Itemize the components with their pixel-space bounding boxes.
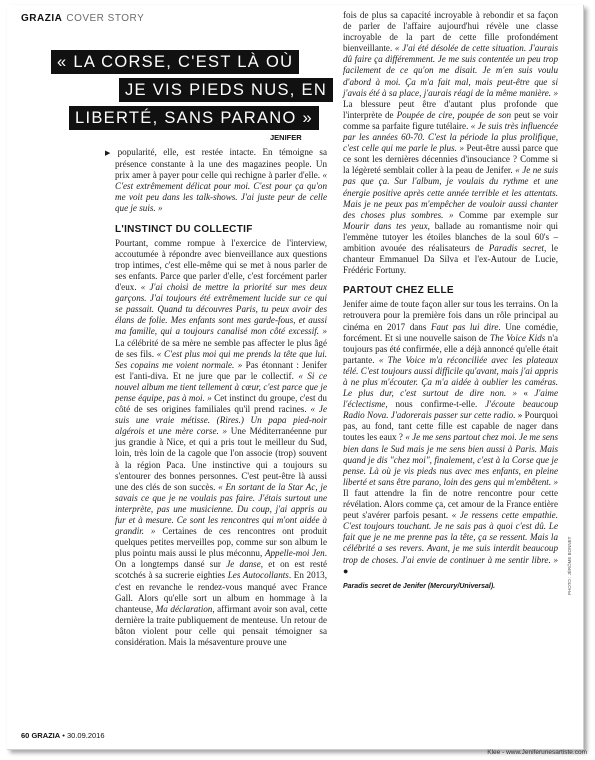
issue-date: 30.09.2016 — [66, 731, 105, 740]
text-run: » Pourquoi pas, au fond, tant cette fille est capable de nager dans toutes les eaux ? — [343, 410, 558, 443]
text-run: , et on est resté scotchés à sa sucrerie eighties — [115, 559, 328, 581]
section-heading: PARTOUT CHEZ ELLE — [343, 285, 454, 297]
pull-quote-line-2: JE VIS PIEDS NUS, EN — [119, 78, 333, 102]
italic-text-run: J'écoute beaucoup Radio Nova. J'adorerais passer sur cette radio. — [343, 399, 558, 421]
body-paragraph — [115, 238, 327, 648]
section-header — [21, 13, 144, 24]
text-run: n'a toujours pas été confirmée, elle a déjà annoncé qu'elle était partante. — [343, 332, 558, 365]
pull-quote — [49, 50, 328, 130]
italic-text-run: « Je me sens partout chez moi. Je me sens bien dans le Sud mais je me sens bien aussi à Paris. Mais quand je dis "chez moi", finalement, c'est à la Corse que je pense. Là où je vis pieds nus avec mes enfants, en pleine liberté et sans être parano, loin des gens qui m'embêtent. » — [343, 432, 558, 487]
pull-quote-attribution: JENIFER — [270, 133, 302, 142]
footer-brand: GRAZIA — [31, 731, 61, 740]
italic-text-run: Mourir dans tes yeux — [343, 220, 428, 231]
italic-text-run: Poupée de cire, poupée de son — [396, 109, 512, 120]
text-run: Certaines de ces rencontres ont produit quelques petites merveilles pop, comme sur son album le plus pointu mais aussi le plus méconnu, — [115, 526, 327, 559]
italic-text-run: « Si ce nouvel album me tient tellement à cœur, c'est parce que je pense équipe, pas à moi. » — [115, 370, 327, 403]
photo-credit: PHOTO : JÉRÔME BONNET — [567, 536, 572, 595]
text-run: , nous confirme-t-elle. — [385, 399, 486, 410]
italic-text-run: Paradis secret — [488, 242, 545, 253]
italic-text-run: « Je ne suis pas que ça. Sur l'album, je voulais du rythme et une énergie positive après cette année terrible et les attentats. Mais je ne peux pas m'empêcher de vouloir aussi chanter des choses plus sombres. » — [343, 165, 558, 220]
italic-text-run: Les Autocollants — [227, 570, 289, 581]
section-heading: L'INSTINCT DU COLLECTIF — [115, 223, 253, 235]
pull-quote-line-1: « LA CORSE, C'EST LÀ OÙ — [51, 50, 299, 74]
italic-text-run: J'aime l'éclectisme — [343, 388, 558, 410]
text-run: , ballade au romantisme noir qui l'emmène tutoyer les étoiles blanches de la soul 60's – ambition avouée des réalisateurs de — [343, 220, 558, 253]
italic-text-run: « C'est extrêmement délicat pour moi. C'est pour ça qu'on me voit peu dans les talk-shows. J'ai juste peur de celle que je suis. » — [115, 170, 327, 214]
text-run: Peut-être aussi parce que ce sont les dernières décennies d'insouciance ? Comme si la légèreté semblait coller à la peau de Jenifer. — [343, 143, 558, 176]
text-run: Il faut attendre la fin de notre rencontre pour cette révélation. Alors comme ça, cet amour de la France entière peut s'avérer parfois pesant. — [343, 487, 558, 521]
italic-text-run: « Je suis une vraie métisse. (Rires.) Un papa pied-noir algérois et une mère corse. » — [115, 404, 327, 437]
italic-text-run: « Je ressens cette empathie. C'est toujours touchant. Je ne sais pas à quoi c'est dû. Le fait que je ne me prenne pas la tête, ça se ressent. Mais la célébrité a ses revers. Avant, je me suis interdit beaucoup trop de choses. J'ai envie de continuer à me sentir libre. » — [343, 510, 558, 565]
italic-text-run: Faut pas lui dire — [430, 321, 499, 332]
page-number: 60 — [21, 731, 30, 740]
text-run: Pas étonnant : Jenifer est l'anti-diva. Et ne jure que par le collectif. — [115, 359, 327, 381]
page-footer: 60 GRAZIA • 30.09.2016 — [21, 731, 105, 740]
intro-paragraph — [105, 147, 327, 215]
section-name: COVER STORY — [66, 13, 145, 24]
italic-text-run: « C'est plus moi qui me prends la tête que lui. Ses copains me voient normale. » — [115, 348, 327, 370]
italic-text-run: « The Voice m'a réconciliée avec les plateaux télé. C'est toujours aussi difficile qu'avant, mais j'ai appris à ne plus m'écouter. Ça m'a aidée à oublier les caméras. Le plus dur, c'est surtout de dire non. » — [343, 354, 558, 399]
right-column — [343, 10, 558, 592]
text-run: fois de plus sa capacité incroyable à rebondir et sa façon de parler de l'affaire aujourd'hui révèle une classe incroyable de la part de cette fille profondément bienveillante. — [343, 10, 558, 54]
body-paragraph — [343, 10, 558, 276]
italic-text-run: « En sortant de la Star Ac, je savais ce que je ne voulais pas faire. J'étais surtout une interprète, pas une musicienne. Du coup, j'ai appris au fur et à mesure. Ce sont les rencontres qui m'ont aidée à grandir. » — [115, 481, 327, 537]
text-run: La blessure peut être d'autant plus profonde que l'interprète de — [343, 98, 558, 120]
text-run: , affirmant avoir son aval, cette dernière la traite publiquement de menteuse. Un retour de bâton violent pour celle qui pensait témoigner sa considération. Mais la mésaventure prouve une — [115, 603, 327, 648]
text-run: . En 2013, c'est en revanche le rendez-vous manqué avec France Gall. Alors qu'elle sort un album en hommage à la chanteuse, — [115, 570, 327, 614]
pull-quote-line-3: LIBERTÉ, SANS PARANO » — [69, 106, 319, 130]
italic-text-run: The Voice Kids — [490, 332, 546, 343]
text-run: . Une comédie, forcément. Et si une nouvelle saison de — [343, 321, 559, 343]
body-paragraph — [343, 299, 558, 576]
text-run: Pourtant, comme rompue à l'exercice de l'interview, accoutumée à répondre avec bienveillance aux questions trop intimes, c'est elle-même qui se met à nous parler de ses enfants. Parce que parler d'elle, c'est forcément parler d'eux. — [115, 237, 327, 293]
italic-text-run: Je danse — [226, 559, 261, 570]
text-run: Une Méditerranéenne pur jus grandie à Nice, et qui a pris tout le meilleur du Sud, loin, très loin de la cagole que l'on associe (trop) souvent à la région Paca. Une instinctive qui a toujours su s'entourer des bonnes personnes. C'est peut-être là aussi une des clés de son succès. — [115, 426, 328, 492]
watermark: Klee - www.Jeniferunesartiste.com — [487, 749, 587, 756]
text-run: ● — [343, 565, 349, 576]
brand-name: GRAZIA — [21, 13, 63, 24]
italic-text-run: Ma déclaration — [155, 603, 213, 614]
text-run: , le chanteur Emmanuel Da Silva et l'ex-Autour de Lucie, Frédéric Fortuny. — [343, 242, 558, 276]
text-run: Comme par exemple sur — [453, 209, 558, 220]
italic-text-run: « Je suis très influencée par les années 60-70. C'est la période la plus prolifique, c'est celle qui me parle le plus. » — [343, 120, 558, 154]
text-run: Cet instinct du groupe, c'est du côté de ses origines familiales qu'il prend racines. — [115, 392, 327, 415]
text-run: Jenifer aime de toute façon aller sur tous les terrains. On la retrouvera pour la première fois dans un rôle principal au cinéma en 2017 dans — [343, 299, 558, 332]
album-caption: Paradis secret de Jenifer (Mercury/Universal). — [343, 582, 496, 590]
italic-text-run: Appelle-moi Jen — [264, 548, 325, 559]
text-run: . On a longtemps dansé sur — [115, 548, 327, 570]
italic-text-run: « J'ai été désolée de cette situation. J'aurais dû faire ça différemment. Je me suis contentée un peu trop facilement de ce qu'on me disait. Je m'en suis voulu d'abord à moi. Ça m'a fait mal, mais peut-être que si j'avais été à sa place, j'aurais réagi de la même manière. » — [343, 43, 558, 98]
magazine-page — [7, 5, 584, 750]
text-run: peut se voir comme sa parfaite figure tutélaire. — [343, 109, 558, 131]
left-column — [105, 147, 328, 648]
text-run: La célébrité de sa mère ne semble pas affecter le plus âgé de ses fils. — [115, 337, 327, 359]
text-run: popularité, elle, est restée intacte. En témoigne sa présence constante à la une des magazines people. Un prix amer à payer pour celle qui rechigne à parler d'elle. — [115, 147, 327, 181]
continuation-arrow-icon: ▶ — [105, 149, 115, 157]
text-run: « — [517, 388, 535, 399]
italic-text-run: « J'ai choisi de mettre la priorité sur mes deux garçons. J'ai toujours été extrêmement lucide sur ce qui se passait. Quand tu découvres Paris, tu peux avoir des élans de folie. Mes enfants sont mes garde-fous, et aussi ma famille, qui a toujours canalisé mon côté excessif. » — [115, 282, 327, 337]
